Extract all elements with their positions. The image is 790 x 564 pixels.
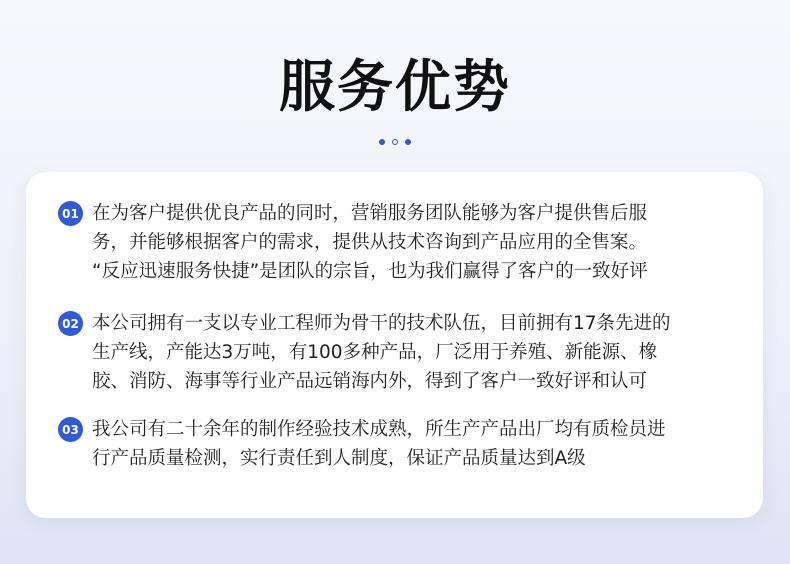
text-line: 生产线，产能达3万吨，有100多种产品，厂泛用于养殖、新能源、橡: [92, 342, 658, 363]
advantage-text: [92, 415, 752, 473]
text-line: “反应迅速服务快捷”是团队的宗旨，也为我们赢得了客户的一致好评: [92, 261, 648, 282]
number-badge: 01: [58, 201, 83, 226]
page-title: 服务优势: [279, 55, 511, 120]
text-line: 胶、消防、海事等行业产品远销海内外，得到了客户一致好评和认可: [92, 371, 648, 392]
advantage-text: [92, 309, 752, 396]
text-line: 本公司拥有一支以专业工程师为骨干的技术队伍，目前拥有17条先进的: [92, 313, 671, 334]
advantage-text: [92, 199, 752, 286]
dot-outline-icon: [392, 139, 398, 145]
number-badge: 02: [58, 311, 83, 336]
dot-icon: [405, 139, 411, 145]
text-line: 我公司有二十余年的制作经验技术成熟，所生产产品出厂均有质检员进: [92, 419, 666, 440]
decorative-dots: [0, 139, 790, 145]
text-line: 行产品质量检测，实行责任到人制度，保证产品质量达到A级: [92, 448, 586, 469]
text-line: 在为客户提供优良产品的同时，营销服务团队能够为客户提供售后服: [92, 203, 648, 224]
dot-icon: [379, 139, 385, 145]
advantages-card: [26, 172, 763, 518]
number-badge: 03: [58, 417, 83, 442]
text-line: 务，并能够根据客户的需求，提供从技术咨询到产品应用的全售案。: [92, 232, 648, 253]
